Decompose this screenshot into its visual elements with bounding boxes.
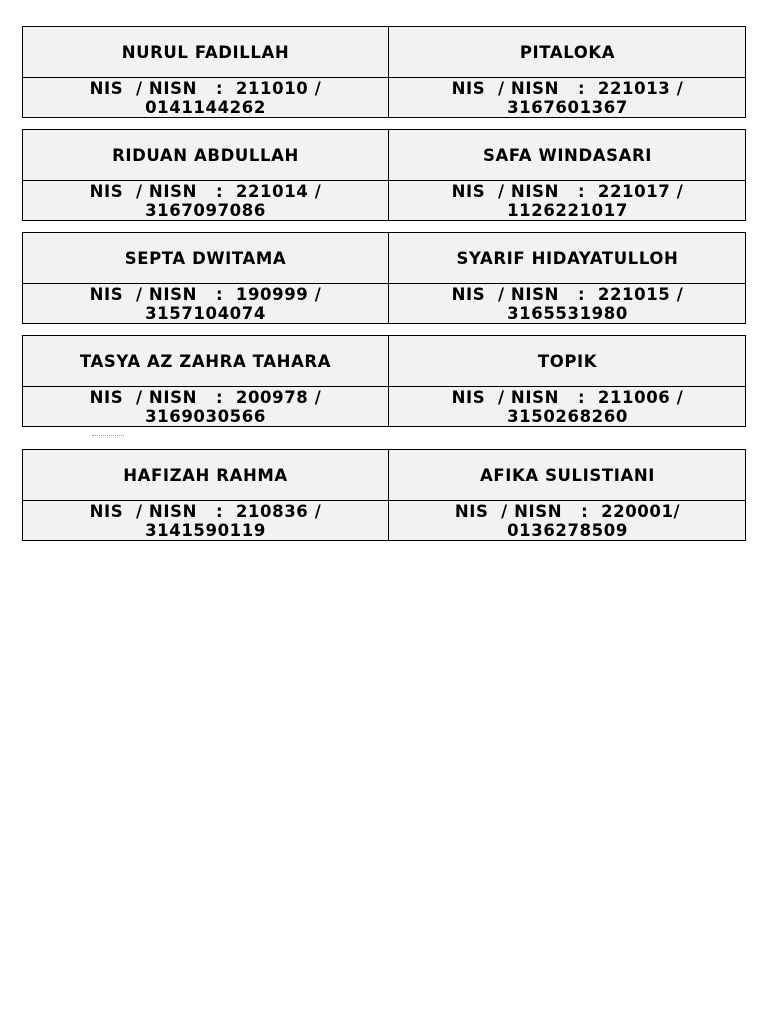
student-name: TASYA AZ ZAHRA TAHARA [23,336,389,387]
nis-nisn-line: NIS / NISN : 221015 / [451,285,684,304]
nis-nisn-line: NIS / NISN : 221017 / [451,182,684,201]
nisn-number: 3141590119 [145,521,266,540]
nis-nisn-line: NIS / NISN : 190999 / [89,285,322,304]
student-name: AFIKA SULISTIANI [389,450,746,501]
student-name: SYARIF HIDAYATULLOH [389,233,746,284]
nis-nisn-line: NIS / NISN : 200978 / [89,388,322,407]
nisn-number: 3167601367 [507,98,628,117]
student-id-block [23,501,389,541]
nis-nisn-line: NIS / NISN : 210836 / [89,502,322,521]
nis-nisn-line: NIS / NISN : 211010 / [89,79,322,98]
nisn-number: 3167097086 [145,201,266,220]
nisn-number: 1126221017 [507,201,628,220]
nis-nisn-line: NIS / NISN : 221013 / [451,79,684,98]
student-id-block [23,284,389,324]
student-id-block [389,501,746,541]
student-card-row [22,26,746,118]
nisn-number: 3169030566 [145,407,266,426]
student-id-block [23,78,389,118]
nisn-number: 0141144262 [145,98,266,117]
faint-mark [92,435,124,438]
student-card-row [22,232,746,324]
student-id-block [389,284,746,324]
student-name: RIDUAN ABDULLAH [23,130,389,181]
nis-nisn-line: NIS / NISN : 220001/ [454,502,681,521]
nis-nisn-line: NIS / NISN : 211006 / [451,388,684,407]
student-id-block [389,78,746,118]
nisn-number: 3150268260 [507,407,628,426]
nisn-number: 3165531980 [507,304,628,323]
student-card-row [22,335,746,427]
nisn-number: 3157104074 [145,304,266,323]
student-id-block [23,181,389,221]
student-name: HAFIZAH RAHMA [23,450,389,501]
student-name: NURUL FADILLAH [23,27,389,78]
student-card-row [22,449,746,541]
student-name: PITALOKA [389,27,746,78]
student-name: SEPTA DWITAMA [23,233,389,284]
student-name: SAFA WINDASARI [389,130,746,181]
student-id-block [23,387,389,427]
student-card-row [22,129,746,221]
nis-nisn-line: NIS / NISN : 221014 / [89,182,322,201]
student-id-block [389,181,746,221]
student-id-block [389,387,746,427]
student-name: TOPIK [389,336,746,387]
nisn-number: 0136278509 [507,521,628,540]
